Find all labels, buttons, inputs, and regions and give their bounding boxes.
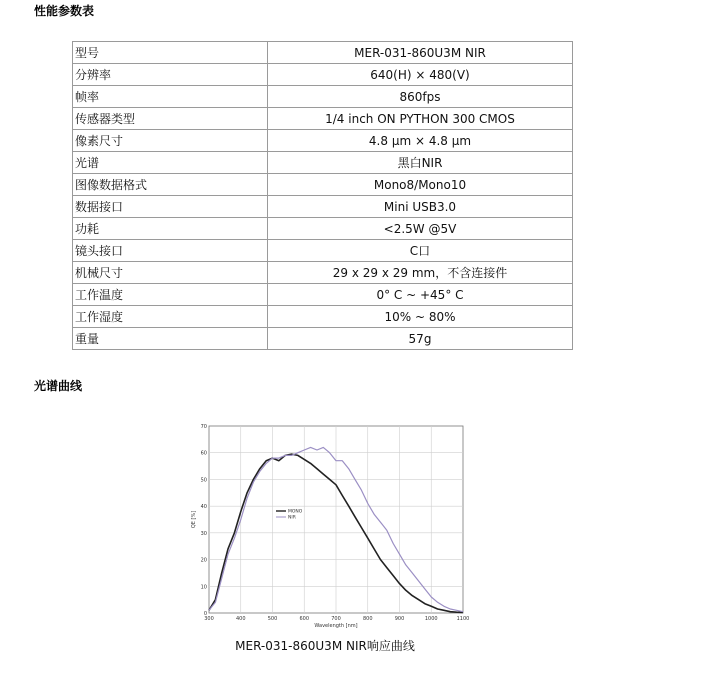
spec-value: Mono8/Mono10 — [268, 174, 573, 196]
spec-key: 光谱 — [73, 152, 268, 174]
spec-value: 29 x 29 x 29 mm，不含连接件 — [268, 262, 573, 284]
spec-row — [73, 130, 573, 152]
spec-key: 镜头接口 — [73, 240, 268, 262]
spec-value: <2.5W @5V — [268, 218, 573, 240]
spec-row — [73, 42, 573, 64]
y-tick-label: 20 — [200, 557, 207, 564]
spec-value: 1/4 inch ON PYTHON 300 CMOS — [268, 108, 573, 130]
y-axis-label: QE [%] — [191, 510, 197, 529]
spec-row — [73, 152, 573, 174]
x-tick-label: 400 — [235, 616, 246, 622]
x-tick-label: 900 — [394, 616, 405, 622]
spec-value: 4.8 µm × 4.8 µm — [268, 130, 573, 152]
spec-row — [73, 262, 573, 284]
spectrum-section-title: 光谱曲线 — [34, 379, 83, 393]
spec-key: 型号 — [73, 42, 268, 64]
y-tick-label: 10 — [200, 584, 207, 591]
spec-section-title: 性能参数表 — [34, 4, 95, 18]
spec-value: MER-031-860U3M NIR — [268, 42, 573, 64]
spec-row — [73, 284, 573, 306]
spec-value: 黑白NIR — [268, 152, 573, 174]
spec-value: 860fps — [268, 86, 573, 108]
x-tick-label: 300 — [204, 616, 214, 622]
spec-value: 0° C ~ +45° C — [268, 284, 573, 306]
spec-value: C口 — [268, 240, 573, 262]
y-tick-label: 50 — [200, 477, 207, 484]
y-tick-label: 30 — [200, 530, 207, 537]
chart-caption: MER-031-860U3M NIR响应曲线 — [235, 639, 415, 653]
spec-row — [73, 306, 573, 328]
spec-key: 图像数据格式 — [73, 174, 268, 196]
spec-key: 工作湿度 — [73, 306, 268, 328]
spec-value: 10% ~ 80% — [268, 306, 573, 328]
y-tick-label: 0 — [203, 611, 207, 617]
y-tick-label: 40 — [200, 504, 207, 511]
spec-row — [73, 108, 573, 130]
legend-label: MONO — [288, 509, 303, 515]
x-axis-label: Wavelength [nm] — [314, 623, 358, 629]
spec-value: 57g — [268, 328, 573, 350]
x-tick-label: 500 — [267, 616, 278, 622]
spec-key: 像素尺寸 — [73, 130, 268, 152]
spec-row — [73, 64, 573, 86]
spec-row — [73, 328, 573, 350]
spec-row — [73, 86, 573, 108]
spec-value: Mini USB3.0 — [268, 196, 573, 218]
spec-row — [73, 218, 573, 240]
y-tick-label: 70 — [200, 424, 207, 430]
spec-row — [73, 240, 573, 262]
spec-row — [73, 196, 573, 218]
spec-key: 机械尺寸 — [73, 262, 268, 284]
x-tick-label: 600 — [299, 616, 310, 622]
spec-table — [72, 41, 573, 350]
legend-label: NIR — [288, 515, 296, 521]
spec-value: 640(H) × 480(V) — [268, 64, 573, 86]
spectral-response-chart — [190, 418, 468, 633]
spec-key: 重量 — [73, 328, 268, 350]
spec-key: 传感器类型 — [73, 108, 268, 130]
spec-row — [73, 174, 573, 196]
spec-key: 数据接口 — [73, 196, 268, 218]
spec-key: 帧率 — [73, 86, 268, 108]
spec-key: 功耗 — [73, 218, 268, 240]
spec-key: 工作温度 — [73, 284, 268, 306]
x-tick-label: 1100 — [456, 616, 470, 622]
x-tick-label: 700 — [331, 616, 341, 622]
spec-key: 分辨率 — [73, 64, 268, 86]
y-tick-label: 60 — [200, 450, 207, 457]
x-tick-label: 800 — [362, 616, 373, 622]
x-tick-label: 1000 — [424, 616, 438, 622]
